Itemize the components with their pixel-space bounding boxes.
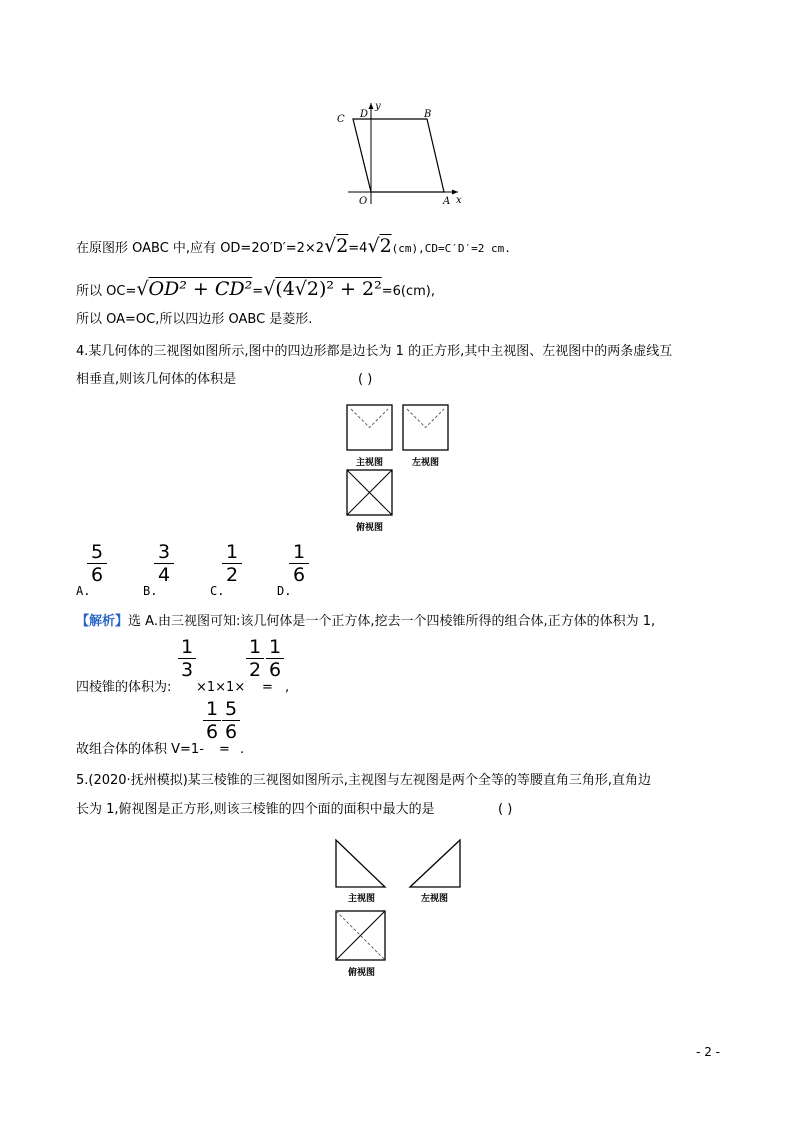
q5-left-view [407,838,463,890]
question-5-line-2: 长为 1,俯视图是正方形,则该三棱锥的四个面的面积中最大的是 [76,802,435,817]
option-b-letter: B. [143,584,158,598]
q4-caption-left: 左视图 [412,458,440,468]
solution-line-1: 在原图形 OABC 中,应有 OD=2O′D′=2×2√2=4√2(cm),CD=C′D′=2 cm. [76,235,511,257]
solution-line-2: 所以 OC=√OD² + CD²=√(4√2)² + 2²=6(cm), [76,278,435,300]
q4-front-view [346,404,394,452]
analysis-line-2-prefix: 四棱锥的体积为: [76,680,172,695]
option-d-letter: D. [277,584,292,598]
analysis-tag: 【解析】 [76,614,129,629]
analysis-frac-1-2: $\frac{1}{2}$ [246,636,264,681]
analysis-frac-1-3: $\frac{1}{3}$ [178,636,196,681]
option-b-fraction: $\frac{3}{4}$ [154,541,174,586]
label-D: D [360,109,369,120]
option-a-fraction: $\frac{5}{6}$ [87,541,107,586]
rhombus-oabc [353,119,444,192]
label-B: B [424,109,432,120]
option-d-fraction: $\frac{1}{6}$ [289,541,309,586]
analysis-line-3-eq: = [219,742,230,757]
q4-left-view [402,404,450,452]
q5-caption-front: 主视图 [348,894,376,904]
q4-caption-front: 主视图 [356,458,384,468]
q5-front-view [334,838,388,890]
q4-top-view [346,469,394,517]
q5-caption-left: 左视图 [421,894,449,904]
question-5-line-1: 5.(2020·抚州模拟)某三棱锥的三视图如图所示,主视图与左视图是两个全等的等腰直角三角形,直角边 [76,773,652,788]
question-4-paren: ( ) [358,372,373,387]
label-A: A [443,196,451,207]
analysis-line-2-suffix: , [285,680,290,695]
analysis-frac-v-1: $\frac{1}{6}$ [203,698,221,743]
label-O: O [359,196,368,207]
analysis-line-2-eq: = [262,680,273,695]
option-a-letter: A. [76,584,91,598]
q5-caption-top: 俯视图 [348,968,376,978]
option-c-letter: C. [210,584,225,598]
analysis-line-2-mid: ×1×1× [196,680,246,695]
analysis-line-3-prefix: 故组合体的体积 V=1- [76,742,204,757]
question-4-line-1: 4.某几何体的三视图如图所示,图中的四边形都是边长为 1 的正方形,其中主视图、左视图中的两条虚线互 [76,344,673,359]
analysis-frac-1-6: $\frac{1}{6}$ [266,636,284,681]
label-C: C [337,114,345,125]
analysis-line-3-suffix: . [240,742,245,757]
rhombus-figure [330,100,470,210]
analysis-line-1: 【解析】选 A.由三视图可知:该几何体是一个正方体,挖去一个四棱锥所得的组合体,正方体的体积为 1, [76,614,656,629]
analysis-frac-v-2: $\frac{5}{6}$ [222,698,240,743]
question-5-paren: ( ) [498,802,513,817]
label-y: y [375,101,381,112]
question-4-line-2: 相垂直,则该几何体的体积是 [76,372,237,387]
q4-caption-top: 俯视图 [356,523,384,533]
page-number: - 2 - [696,1045,720,1059]
solution-line-3: 所以 OA=OC,所以四边形 OABC 是菱形. [76,312,313,327]
q5-top-view [334,909,388,963]
label-x: x [456,195,462,206]
option-c-fraction: $\frac{1}{2}$ [222,541,242,586]
